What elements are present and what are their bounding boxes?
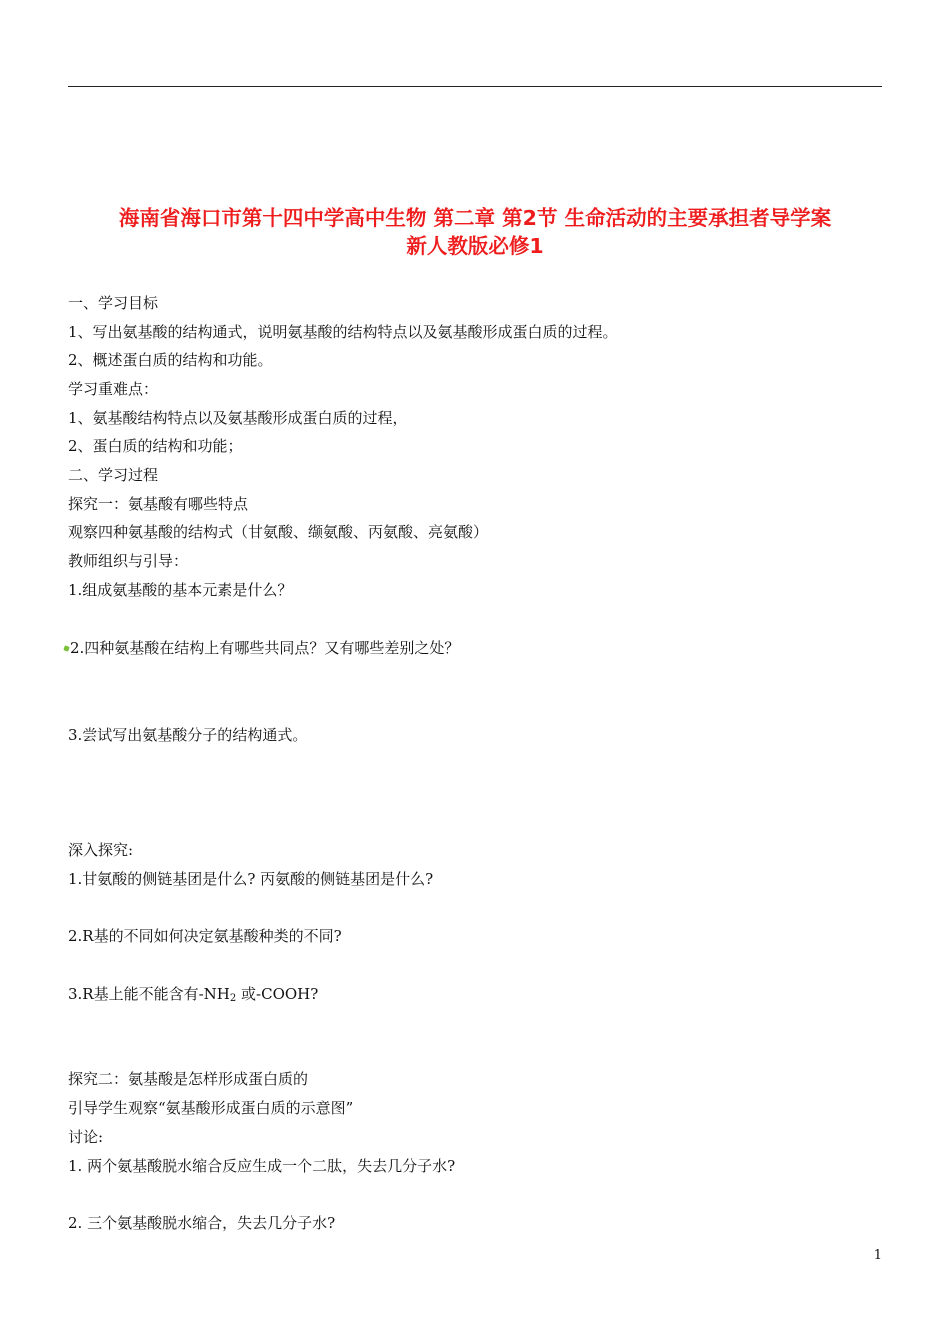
deep-question-3: 3.R基上能不能含有$-NH_2$ 或-COOH? [68,985,319,1004]
title-line-1: 海南省海口市第十四中学高中生物 第二章 第2节 生命活动的主要承担者导学案 [118,206,832,230]
question-2: 2.四种氨基酸在结构上有哪些共同点？又有哪些差别之处？ [70,639,460,657]
goal-2: 2、概述蛋白质的结构和功能。 [68,351,273,369]
question-1: 1.组成氨基酸的基本元素是什么？ [68,581,293,599]
section-heading-process: 二、学习过程 [68,466,159,484]
inquiry-2-heading: 探究二：氨基酸是怎样形成蛋白质的 [68,1070,309,1088]
key-points-heading: 学习重难点： [68,380,159,398]
key-point-1: 1、氨基酸结构特点以及氨基酸形成蛋白质的过程， [68,409,408,427]
deep-inquiry-heading: 深入探究: [68,841,134,859]
discussion-question-1: 1. 两个氨基酸脱水缩合反应生成一个二肽，失去几分子水? [68,1157,456,1175]
observation-text: 观察四种氨基酸的结构式（甘氨酸、缬氨酸、丙氨酸、亮氨酸） [68,523,489,541]
goal-1: 1、写出氨基酸的结构通式，说明氨基酸的结构特点以及氨基酸形成蛋白质的过程。 [68,323,618,341]
discussion-question-2: 2. 三个氨基酸脱水缩合，失去几分子水? [68,1214,336,1232]
title-line-2: 新人教版必修1 [406,234,544,258]
header-rule [68,86,882,87]
deep-question-2: 2.R基的不同如何决定氨基酸种类的不同? [68,927,342,945]
page-number: 1 [873,1248,882,1263]
discussion-heading: 讨论: [68,1128,104,1146]
green-marker-icon [63,645,69,651]
inquiry-1-heading: 探究一：氨基酸有哪些特点 [68,495,249,513]
document-title [60,204,890,260]
section-heading-goals: 一、学习目标 [68,294,159,312]
deep-question-1: 1.甘氨酸的侧链基团是什么? 丙氨酸的侧链基团是什么? [68,870,434,888]
teacher-guidance: 教师组织与引导： [68,552,189,570]
guide-observation: 引导学生观察“氨基酸形成蛋白质的示意图” [68,1099,354,1117]
question-3: 3.尝试写出氨基酸分子的结构通式。 [68,726,308,744]
key-point-2: 2、蛋白质的结构和功能； [68,437,243,455]
